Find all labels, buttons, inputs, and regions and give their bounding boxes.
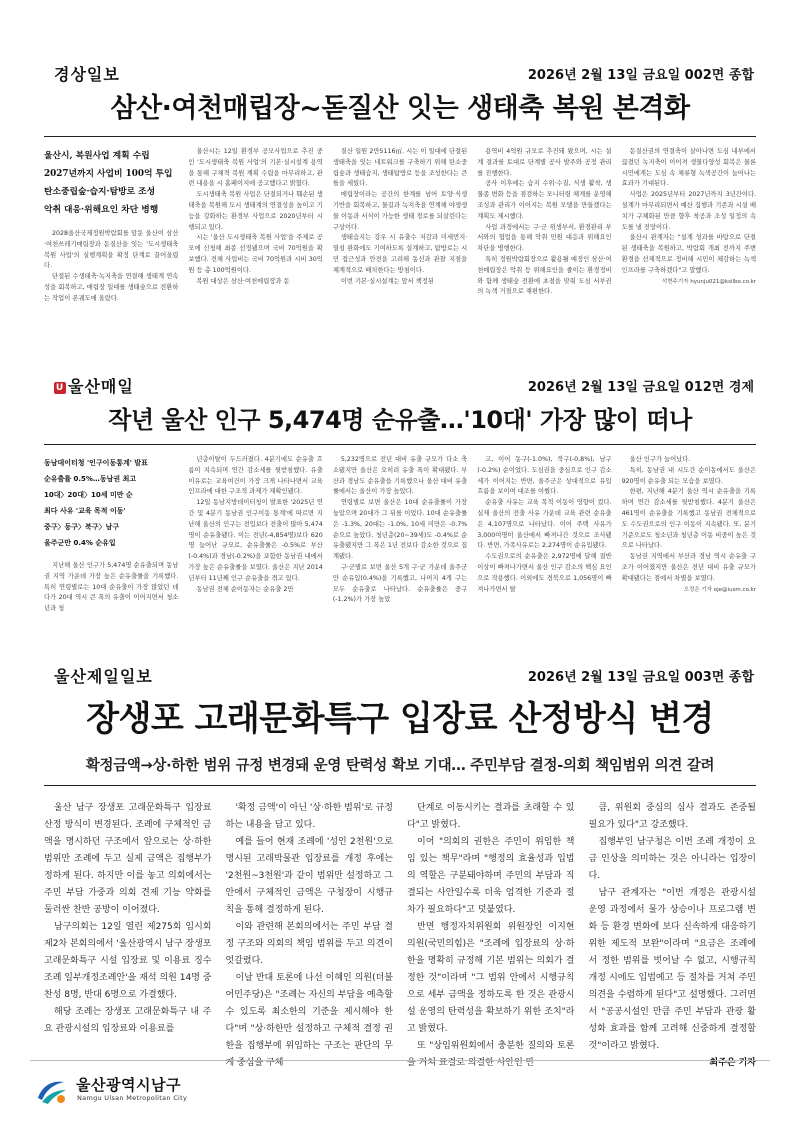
reporter-byline: 최주은 기자: [709, 1058, 756, 1068]
paragraph: 구·군별로 보면 울산 5개 구·군 가운데 울주군만 순유입(0.4%)을 기록했고, 나머지 4개 구는 모두 순유출로 나타났다. 순유출률은 중구(-1.2%)가 가장 높았: [332, 563, 468, 604]
paragraph: 수도권으로의 순유출은 2,972명에 달해 절반 이상이 빠져나가면서 울산 인구 감소의 핵심 요인으로 작용했다. 이외에도 경북으로 1,056명이 빠져나가면서 탈: [477, 553, 612, 593]
article-clipping-2: [38, 370, 762, 647]
reporter-byline: 오정은 기자 oje@iusm.co.kr: [683, 586, 757, 593]
paragraph: 이번 기본·실시설계는 앞서 책정된: [340, 277, 434, 285]
paragraph: 5,232명으로 전년 대비 유출 규모가 다소 축소됐지만 울산은 오히려 유출 폭이 확대됐다. 부산과 경남도 순유출을 기록했으나 울산 대비 유출률에서는 울산이 가장 높았다.: [332, 456, 468, 496]
paragraph: 한편, 지난해 4분기 울산 역시 순유출을 기록하며 연간 감소세를 뒷받침했다. 4분기 울산은 461명이 순유출을 기록했고 동남권 전체적으로도 수도권으로의 인구 이동이 지속됐다. 또, 분기 기준으로도 청소년과 청년층 이동 비중이 높은 것으로 나타났다.: [621, 488, 757, 550]
paragraph: 사업 과정에서는 구·군 위생부서, 환경관리 부서와의 협업을 통해 악취 민원 대응과 위해요인 차단을 병행한다.: [477, 223, 612, 253]
headline: 작년 울산 인구 5,474명 순유출…'10대' 가장 많이 떠나: [108, 406, 692, 434]
body-column-4: [477, 147, 611, 362]
paper-logo-mark: U: [55, 383, 65, 393]
body-column-5: [622, 455, 756, 647]
paragraph: 2028울산국제정원박람회를 앞둔 울산이 삼산·여천쓰레기매립장과 돋질산을 잇는 '도시생태축 복원 사업'의 실행계획을 확정 단계로 끌어올렸다.: [44, 230, 179, 270]
subhead: 동남데이터청 '인구이동통계' 발표: [44, 459, 148, 467]
paragraph: 복원 대상은 삼산·여천매립장과 돋: [196, 277, 290, 285]
sub-headline: 확정금액→상·하한 범위 규정 변경돼 운영 탄력성 확보 기대… 주민부담 결정-의회 책임범위 의견 갈려: [85, 758, 715, 774]
paragraph: 순유출 사유는 교육 목적 이동이 영향이 컸다. 실제 울산의 전출 사유 가운데 교육 관련 순유출은 4,107명으로 나타났다. 이어 주택 사유가 3,000여명이 울산에서 빠져나간 것으로 조사됐다. 반면, 가족사유로는 2,274명이 순유입됐다.: [477, 499, 612, 550]
article-clipping-3: [38, 660, 762, 1068]
subhead: 10대〉20대〉10세 미만 순: [44, 491, 133, 499]
paragraph: 년층이탈이 두드러졌다. 4분기에도 순유출 흐름이 지속되며 연간 감소세를 뒷받침했다. 유출 이유로는 교육여건이 가장 크게 나타나면서 교육 인프라에 대한 구조적 과제가 재확인됐다.: [188, 456, 323, 496]
paragraph: 동남권 전체 순이동자는 순유출 2만: [196, 585, 294, 593]
body-column-1: [44, 800, 212, 1034]
body-column-2: [225, 800, 394, 1068]
reporter-byline: 석현주기자 hyunju021@ksilbo.co.kr: [661, 278, 757, 285]
paragraph: 이와 관련해 본회의에서는 주민 부담 결정 구조와 의회의 책임 범위를 두고 의견이 엇갈렸다.: [225, 922, 393, 966]
paragraph: 공사 이후에는 습지 수위·수질, 식생 활착, 생물종 변화 등을 점검하는 모니터링 체계를 운영해 조성과 관리가 이어지는 복원 모델을 만들겠다는 계획도 제시했다.: [477, 180, 612, 220]
article-body: [38, 455, 762, 647]
publication-dateline: 2026년 2월 13일 금요일 012면 경제: [527, 380, 754, 395]
subhead: 중구〉동구〉북구〉남구: [44, 523, 120, 531]
newspaper-name: 경상일보: [54, 65, 120, 84]
newspaper-name: [54, 374, 134, 397]
clipping-header: [38, 660, 762, 688]
subhead: 울주군만 0.4% 순유입: [44, 539, 116, 547]
paragraph: 울산 남구 장생포 고래문화특구 입장료 산정 방식이 변경된다. 조례에 구체적인 금액을 명시하던 구조에서 앞으로는 상·하한 범위만 조례에 두고 실제 금액은 집행부가 정하게 된다. 하지만 이를 놓고 의회에서는 주민 부담 가중과 의회 견제 기능 약화를 둘러싼 찬반 공방이 이어졌다.: [44, 803, 212, 915]
headline-divider: [44, 444, 756, 445]
body-column-4: [588, 800, 757, 1068]
namgu-wave-logo-icon: [34, 1072, 70, 1108]
organization-name-english: Namgu Ulsan Metropolitan City: [77, 1094, 188, 1102]
paragraph: 울산시 관계자는 "설계 성과를 바탕으로 단절된 생태축을 복원하고, 박람회 개최 전까지 주변 환경을 선제적으로 정비해 시민이 체감하는 녹색 인프라를 구축하겠다"고 말했다.: [621, 234, 757, 274]
paragraph: 특히 정원박람회장으로 활용될 예정인 삼산·여천매립장은 악취 등 위해요인을 줄이는 환경정비와 함께 생태숲 전환에 초점을 맞춰 도심 서부권의 녹색 거점으로 재편한다.: [477, 255, 612, 296]
footer-divider: [30, 1060, 770, 1061]
paragraph: 도시생태축 복원 사업은 단절되거나 훼손된 생태축을 복원해 도시 생태계의 연결성을 높이고 기능을 강화하는 환경부 사업으로 2020년부터 시행되고 있다.: [188, 191, 323, 231]
paragraph: 12일 동남지방데이터청이 발표한 '2025년 연간 및 4분기 동남권 인구이동 통계'에 따르면 지난해 울산의 인구는 전입보다 전출이 많아 5,474명이 순유출됐다. 이는 전년(-4,854명)보다 620명 늘어난 규모로, 순유출률은 -0.5%로 부산(-0.4%)과 경남(-0.2%)을 포함한 동남권 내에서 가장 높은 순유출률을 보였다. 울산은 지난 2014년부터 11년째 인구 순유출을 겪고 있다.: [188, 499, 323, 582]
newspaper-name-text: 울산매일: [68, 377, 134, 396]
headline-divider: [44, 785, 756, 786]
paragraph: 큼, 위원회 중심의 심사 결과도 존중될 필요가 있다"고 강조했다.: [588, 803, 756, 830]
paragraph: 반면 행정자치위원회 위원장인 이지현 의원(국민의힘)은 "조례에 입장료의 상·하한을 명확히 규정해 기본 범위는 의회가 결정한 것"이라며 "그 범위 안에서 시행규칙으로 세부 금액을 정하도록 한 것은 관광시설 운영의 탄력성을 확보하기 위한 조치"라고 밝혔다.: [407, 922, 575, 1034]
paragraph: 남구 관계자는 "이번 개정은 관광시설 운영 과정에서 물가 상승이나 프로그램 변화 등 환경 변화에 보다 신속하게 대응하기 위한 제도적 보완"이라며 "요금은 조례에서 정한 범위를 벗어날 수 없고, 시행규칙 개정 시에도 입법예고 등 절차를 거쳐 주민 의견을 수렴하게 된다"고 설명했다. 그러면서 "공공시설인 만큼 주민 부담과 관광 활성화 효과를 함께 고려해 신중하게 결정할 것"이라고 밝혔다.: [588, 888, 756, 1051]
paragraph: 예를 들어 현재 조례에 '성인 2천원'으로 명시된 고래박물관 입장료를 개정 후에는 '2천원~3천원'과 같이 범위만 설정하고 그 안에서 구체적인 금액은 구청장이 시행규칙을 통해 결정하게 된다.: [225, 837, 393, 915]
paragraph: 고, 이어 동구(-1.0%), 북구(-0.8%), 남구(-0.2%) 순이었다. 도심권을 중심으로 인구 감소세가 이어지는 반면, 울주군은 상대적으로 유입 흐름을 보이며 대조를 이뤘다.: [477, 456, 612, 496]
publication-dateline: 2026년 2월 13일 금요일 002면 종합: [527, 68, 754, 83]
article-body: [38, 800, 762, 1068]
headline: 장생포 고래문화특구 입장료 산정방식 변경: [86, 699, 714, 739]
paragraph: '확정 금액'이 아닌 '상·하한 범위'로 규정하는 내용을 담고 있다.: [225, 803, 393, 830]
organization-name: 울산광역시남구: [76, 1076, 181, 1094]
paragraph: 울산시는 12일 환경부 공모사업으로 추진 중인 '도시생태축 복원 사업'의 기본·실시설계 용역을 통해 구체적 복원 계획 수립을 마무리하고, 관련 내용을 시 홈페이지에 공고했다고 밝혔다.: [188, 148, 323, 188]
paragraph: 사업은 2025년부터 2027년까지 3년간이다. 설계가 마무리되면서 예산 집행과 기존과 시설 배치가 구체화된 만큼 향후 착공과 조성 일정의 속도를 낼 전망이다.: [621, 191, 757, 231]
article-clipping-1: [38, 58, 762, 362]
publication-dateline: 2026년 2월 13일 금요일 003면 종합: [527, 670, 754, 685]
paragraph: 단절된 수생태축·녹지축을 연결해 생태계 연속성을 회복하고, 매립장 일대를 생태숲으로 전환하는 작업이 본궤도에 올랐다.: [44, 273, 179, 302]
body-column-3: [407, 800, 575, 1068]
paragraph: 남구의회는 12일 열린 제275회 임시회 제2차 본회의에서 '울산광역시 남구 장생포 고래문화특구 시설 입장료 및 이용료 징수 조례 일부개정조례안'을 재석 의원 14명 중 찬성 8명, 반대 6명으로 가결했다.: [44, 922, 212, 1000]
paragraph: 돋질산권의 연결축이 살아나면 도심 내부에서 끊겼던 녹지축이 이어져 생물다양성 회복은 물론 시민에게는 도심 속 체류형 녹색공간이 늘어나는 효과가 기대된다.: [621, 148, 757, 188]
paragraph: 매립장이라는 공간의 한계를 넘어 토양·식생 기반을 회복하고, 물길과 녹지축을 연계해 야생생물 이동과 서식이 가능한 생태 경로를 되살린다는 구상이다.: [332, 191, 468, 231]
subhead: 탄소중립숲·습지·탐방로 조성: [44, 187, 156, 197]
paragraph: 단계로 이동시키는 결과를 초래할 수 있다"고 밝혔다.: [407, 803, 575, 830]
subhead: 순유출률 0.5%…동남권 최고: [44, 475, 137, 483]
paragraph: 시는 '울산 도시생태축 복원 사업'을 주제로 공모에 신청해 최종 선정됐으며 국비 70억원을 확보했다. 전체 사업비는 국비 70억원과 시비 30억원 등 총 100억원이다.: [188, 234, 323, 274]
paragraph: 집행부인 남구청은 이번 조례 개정이 요금 인상을 의미하는 것은 아니라는 입장이다.: [588, 837, 756, 881]
body-column-4: [477, 455, 611, 647]
paragraph: 해당 조례는 장생포 고래문화특구 내 주요 관광시설의 입장료와 이용료를: [44, 1007, 212, 1034]
paragraph: 생태습지는 강우 시 유출수 저감과 미세먼지·열섬 완화에도 기여하도록 설계하고, 탐방로는 시민 접근성과 안전을 고려해 동선과 관찰 지점을 체계적으로 배치한다는 방침이다.: [332, 234, 468, 274]
body-column-1: [44, 455, 178, 647]
body-column-5: [622, 147, 756, 362]
paragraph: 이어 "의회의 권한은 주민이 위임한 책임 있는 책무"라며 "행정의 효율성과 입법의 역할은 구분돼야하며 주민의 부담과 직결되는 사안일수록 더욱 엄격한 기준과 절차가 필요하다"고 덧붙였다.: [407, 837, 575, 915]
newspaper-name: 울산제일일보: [54, 667, 153, 686]
paragraph: 연령별로 보면 울산은 10대 순유출률이 가장 높았으며 20대가 그 뒤를 이었다. 10대 순유출률은 -1.3%, 20대는 -1.0%, 10세 미만은 -0.7% 순으로 높았다. 청년층(20~39세)도 -0.4%로 순유출됐지만 그 폭은 1년 전보다 감소한 것으로 집계됐다.: [332, 499, 468, 561]
headline-divider: [44, 136, 756, 137]
paragraph: 이날 반대 토론에 나선 이혜인 의원(더불어민주당)은 "조례는 자신의 부담을 예측할 수 있도록 최소한의 기준을 제시해야 한다"며 "상·하한만 설정하고 구체적 결정 권한을 집행부에 위임하는 구조는 판단의 무게 중심을 구체: [225, 973, 393, 1068]
paragraph: 또 "상임위원회에서 충분한 질의와 토론을 거쳐 표결로 의결한 사안인 만: [407, 1041, 575, 1068]
body-column-3: [333, 147, 467, 362]
clipping-header: [38, 58, 762, 86]
paragraph: 동남권 지역에서 부산과 경남 역시 순유출 구조가 이어졌지만 울산은 전년 대비 유출 규모가 확대됐다는 점에서 차별을 보였다.: [621, 553, 757, 582]
subhead: 최다 사유 '교육 목적 이동': [44, 507, 126, 515]
article-body: [38, 147, 762, 362]
headline: 삼산·여천매립장~돋질산 잇는 생태축 복원 본격화: [110, 93, 690, 124]
page-footer: [30, 1060, 770, 1120]
paragraph: 울산 인구가 늘어났다.: [629, 456, 691, 463]
clipping-header: [38, 370, 762, 398]
paragraph: 용역비 4억원 규모로 추진돼 왔으며, 시는 설계 결과를 토대로 단계별 공사 발주와 공정 관리를 진행한다.: [477, 148, 612, 177]
body-column-1: [44, 147, 178, 362]
subhead: 악취 대응·위해요인 차단 병행: [44, 205, 159, 215]
body-column-3: [333, 455, 467, 647]
subhead: 울산시, 복원사업 계획 수립: [44, 151, 150, 161]
paragraph: 질산 일원 2만5116㎡. 시는 이 일대에 단절된 생태축을 잇는 네트워크를 구축하기 위해 탄소중립숲과 생태습지, 생태탐방로 등을 조성한다는 큰 틀을 세웠다.: [332, 148, 468, 188]
body-column-2: [188, 455, 322, 647]
paragraph: 특히, 동남권 내 시도간 순이동에서도 울산은 920명이 순유출 되는 모습을 보였다.: [621, 466, 757, 485]
body-column-2: [188, 147, 322, 362]
subhead: 2027년까지 사업비 100억 투입: [44, 169, 173, 179]
paragraph: 지난해 울산 인구가 5,474명 순유출되며 동남권 지역 가운데 가장 높은 순유출률을 기록했다. 특히 연령별로는 10대 순유출이 가장 많았던 데다가 20대 역시 큰 폭의 유출이 이어지면서 청소년과 청: [44, 562, 179, 613]
